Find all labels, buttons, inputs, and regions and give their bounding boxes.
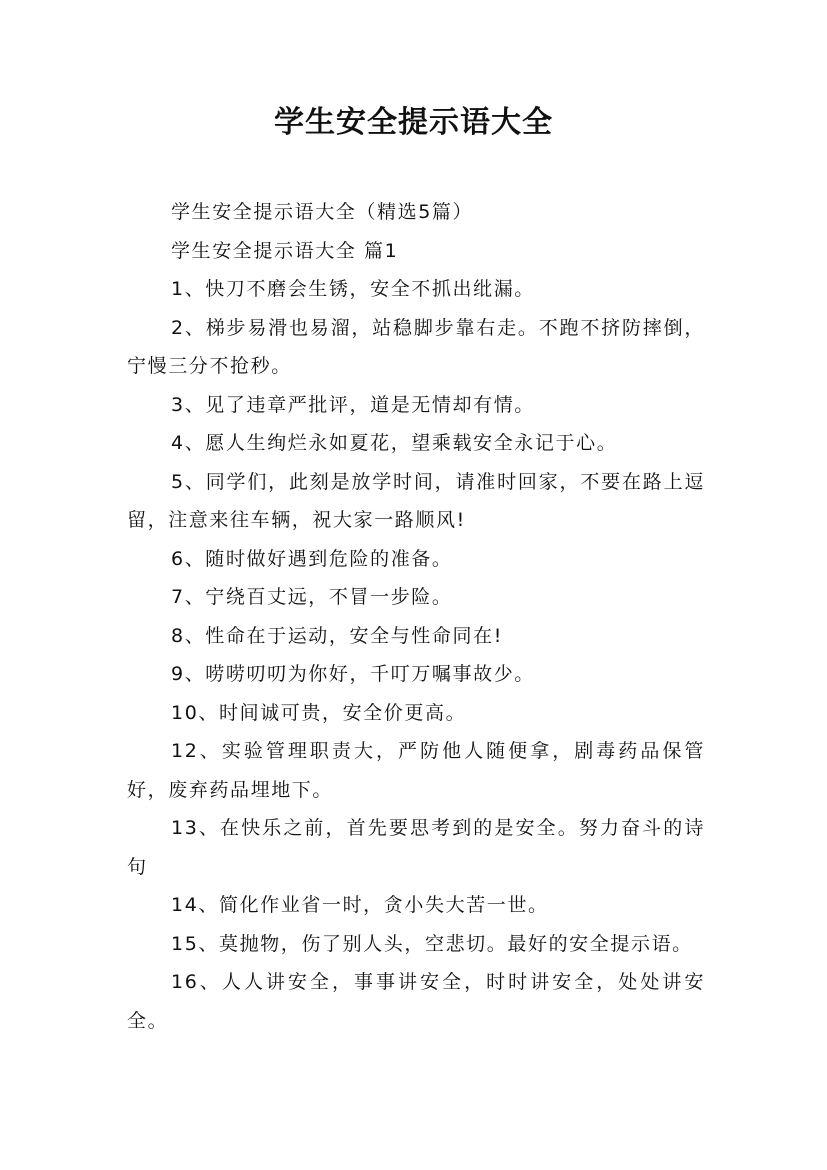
paragraph-item: 12、实验管理职责大，严防他人随便拿，剧毒药品保管好，废弃药品埋地下。 xyxy=(127,740,705,801)
paragraph-item: 7、宁绕百丈远，不冒一步险。 xyxy=(171,586,453,608)
paragraph-item: 4、愿人生绚烂永如夏花，望乘载安全永记于心。 xyxy=(171,432,618,454)
paragraph-subtitle: 学生安全提示语大全（精选5篇） xyxy=(171,201,474,223)
paragraph-item: 13、在快乐之前，首先要思考到的是安全。努力奋斗的诗句 xyxy=(127,817,705,878)
paragraph-item: 6、随时做好遇到危险的准备。 xyxy=(171,547,453,570)
paragraph-item: 9、唠唠叨叨为你好，千叮万嘱事故少。 xyxy=(171,663,535,685)
paragraph-item: 14、简化作业省一时，贪小失大苦一世。 xyxy=(171,894,549,916)
paragraph-item: 1、快刀不磨会生锈，安全不抓出纰漏。 xyxy=(171,278,535,300)
paragraph-item: 10、时间诚可贵，安全价更高。 xyxy=(171,701,467,724)
paragraph-item: 8、性命在于运动，安全与性命同在! xyxy=(171,624,503,647)
document-body xyxy=(127,193,705,1040)
paragraph-item: 5、同学们，此刻是放学时间，请准时回家，不要在路上逗留，注意来往车辆，祝大家一路顺风! xyxy=(127,470,705,531)
paragraph-item: 15、莫抛物，伤了别人头，空悲切。最好的安全提示语。 xyxy=(171,932,693,955)
paragraph-item: 16、人人讲安全，事事讲安全，时时讲安全，处处讲安全。 xyxy=(127,971,705,1032)
paragraph-section-heading: 学生安全提示语大全 篇1 xyxy=(171,239,399,262)
paragraph-item: 3、见了违章严批评，道是无情却有情。 xyxy=(171,393,535,416)
document-title: 学生安全提示语大全 xyxy=(274,105,553,140)
paragraph-item: 2、梯步易滑也易溜，站稳脚步靠右走。不跑不挤防摔倒，宁慢三分不抢秒。 xyxy=(127,316,705,377)
